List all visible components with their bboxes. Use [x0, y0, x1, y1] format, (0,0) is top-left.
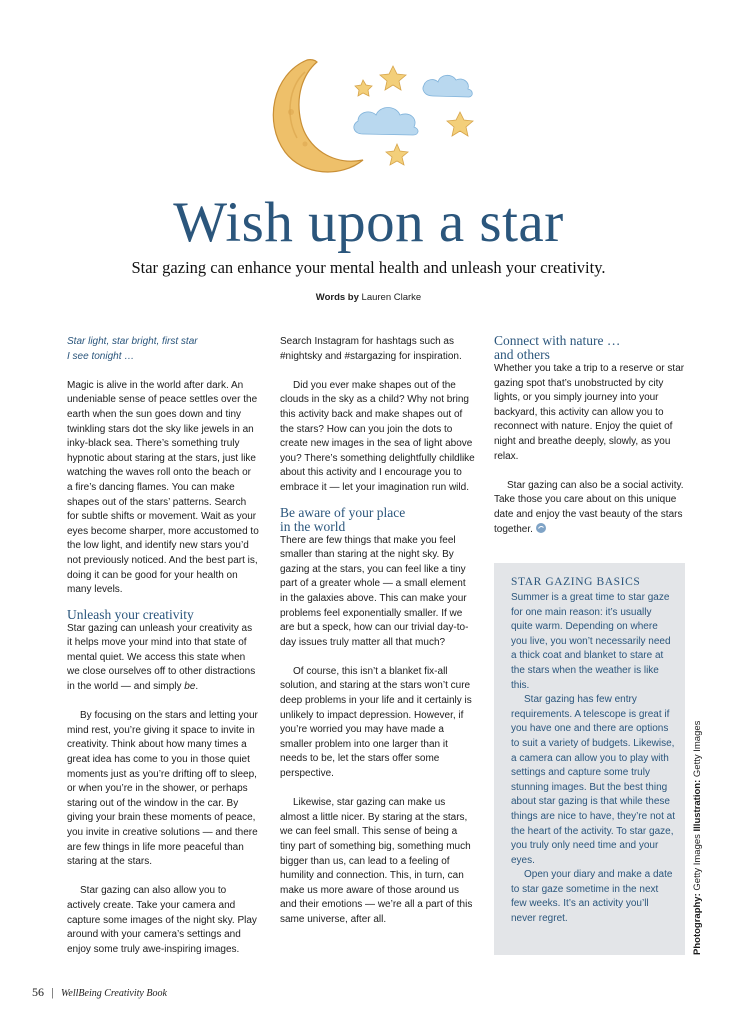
sidebar-paragraph: Open your diary and make a date to star gaze sometime in the next few weeks. It’s an activity you’ll never regret. — [511, 869, 673, 925]
sidebar-title: STAR GAZING BASICS — [511, 576, 641, 588]
star-icon — [386, 144, 408, 165]
intro-line-2: I see tonight … — [67, 350, 135, 362]
article-column-2 — [280, 335, 475, 928]
article-paragraph: Star gazing can unleash your creativity as it helps move your mind into that state of mental quiet. We access this state when we close ourselves off to other distractions in the world — and simply be. — [67, 622, 256, 693]
page-title: Wish upon a star — [173, 191, 564, 254]
star-gazing-basics-box — [494, 563, 685, 955]
moon-icon — [273, 60, 363, 172]
byline-author: Lauren Clarke — [361, 292, 422, 303]
page-number: 56 — [32, 985, 44, 999]
star-icon — [355, 80, 372, 96]
page-subtitle: Star gazing can enhance your mental health and unleash your creativity. — [131, 258, 606, 277]
footer-separator: | — [51, 987, 54, 999]
section-heading-creativity: Unleash your creativity — [67, 606, 194, 622]
section-heading-connect: Connect with nature … and others — [494, 333, 621, 362]
article-column-1 — [67, 335, 259, 957]
byline-label: Words by — [315, 292, 359, 303]
intro-line-1: Star light, star bright, first star — [67, 336, 198, 347]
article-paragraph: Of course, this isn’t a blanket fix-all solution, and staring at the stars won’t cure deep problems in your life and it certainly is unlikely to impact depression. However, if you’re worried you may have made a smaller problem into one larger than it needs to be, let the stars offer some perspective. — [280, 665, 472, 780]
article-column-3 — [494, 334, 686, 537]
article-paragraph: Magic is alive in the world after dark. An undeniable sense of peace settles over the earth when the sun goes down and tiny twinkling stars dot the sky like jewels in an inky-black sea. There’s something truly hypnotic about staring at the stars, just like watching the waves roll onto the beach or a fire’s dancing flames. You can make shapes out of the stars’ patterns. Search for subtle shifts or movement. Wait as your eyes become sharper, more accustomed to the low light, and identify new stars you’d not previously noticed. And the best part is, doing it can be good for your health on many levels. — [67, 379, 259, 596]
article-paragraph: Star gazing can also be a social activity. Take those you care about on this unique date and enjoy the vast beauty of the stars together. — [494, 479, 684, 535]
cloud-icon — [423, 75, 472, 97]
byline — [0, 292, 737, 303]
article-paragraph: There are few things that make you feel smaller than staring at the night sky. By gazing at the stars, you can feel like a tiny part of a greater whole — a small element in the galaxies above. This can make your problems feel exponentially smaller. If we are but a speck, how can our trivial day-to-day issues truly matter all that much? — [280, 534, 469, 648]
article-paragraph: Did you ever make shapes out of the clouds in the sky as a child? Why not bring this activity back and make shapes out of the stars? How can you join the dots to create new images in the sea of light above you? There’s something delightfully childlike about this activity and I encourage you to embrace it — let your imagination run wild. — [280, 379, 475, 493]
article-paragraph: Likewise, star gazing can make us almost a little nicer. By staring at the stars, we can feel small. This sense of being a tiny part of something big, something much bigger than us, can lead to a feeling of humility and connection. This, in turn, can make us more aware of those around us and their emotions — we’re all a part of this same universe, after all. — [280, 797, 473, 925]
sidebar-paragraph: Star gazing has few entry requirements. A telescope is great if you have one and there are options to suit a variety of budgets. Likewise, a camera can allow you to play with settings and capture some truly stunning images. But the best thing about star gazing is that while these things are nice to have, they’re not at the heart of the activity. To star gaze, you truly only need time and your eyes. — [511, 694, 675, 866]
moon-stars-illustration — [255, 52, 495, 180]
page-footer — [32, 985, 167, 1000]
photo-credit: Photography: Getty Images Illustration: Getty Images — [692, 720, 703, 955]
star-icon — [380, 66, 406, 90]
article-paragraph: By focusing on the stars and letting your mind rest, you’re giving it space to invite in creativity. Think about how many times a great idea has come to you in those quiet moments just as you’re drifting off to sleep, or when you’re in the shower, or perhaps staring out of the window in the car. By giving your brain these moments of peace, you invite in creative solutions — and there are few things in life more peaceful than staring at the stars. — [67, 710, 258, 868]
sidebar-paragraph: Summer is a great time to star gaze for one main reason: it’s usually quite warm. Depending on where you live, you won’t necessarily need a thick coat and blanket to stare at the stars when the weather is like this. — [511, 592, 671, 691]
article-paragraph: Star gazing can also allow you to actively create. Take your camera and capture some images of the night sky. Play around with your camera’s settings and enjoy some truly awe-inspiring images. — [67, 885, 257, 955]
article-paragraph: Whether you take a trip to a reserve or star gazing spot that’s unobstructed by city lights, or you simply journey into your backyard, this activity can allow you to reconnect with nature. Enjoy the quiet of night and breathe deeply, slowly, as you relax. — [494, 363, 685, 462]
cloud-icon — [354, 108, 418, 136]
publication-name: WellBeing Creativity Book — [60, 988, 167, 999]
article-paragraph: Search Instagram for hashtags such as #nightsky and #stargazing for inspiration. — [280, 336, 462, 362]
section-heading-aware: Be aware of your place in the world — [280, 504, 406, 534]
star-icon — [447, 112, 473, 136]
end-mark-icon — [536, 523, 546, 533]
